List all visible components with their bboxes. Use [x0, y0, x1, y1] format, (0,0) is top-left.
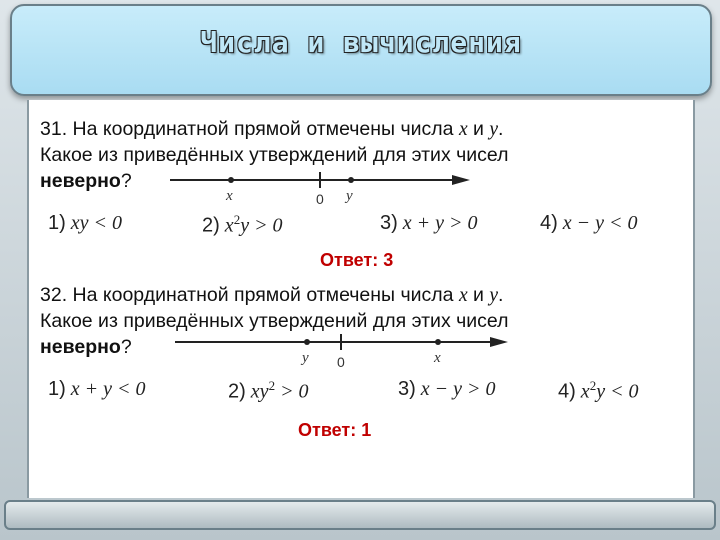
problem-31-stem-line3	[40, 170, 132, 193]
axis-arrow	[452, 175, 470, 185]
stem-text: и	[467, 118, 490, 140]
option-number: 1)	[48, 378, 66, 400]
var-x: x	[458, 119, 468, 140]
stem-emphasis: неверно	[40, 336, 121, 358]
axis-arrow	[490, 337, 508, 347]
problem-32-stem-line3	[40, 336, 132, 359]
option-exponent: 2	[233, 212, 241, 227]
option-number: 4)	[540, 212, 558, 234]
option-number: 4)	[558, 380, 576, 403]
problem-31-stem-line2: Какое из приведённых утверждений для этих чисел	[40, 144, 509, 166]
option-expression: x	[580, 380, 590, 403]
option-32-1	[48, 378, 146, 401]
option-32-4	[558, 378, 639, 404]
option-expression: xy	[250, 380, 269, 403]
stem-text: ?	[120, 170, 132, 192]
label-zero: 0	[337, 354, 345, 370]
label-x: x	[226, 188, 233, 204]
option-31-2	[202, 212, 283, 238]
option-expression: > 0	[275, 380, 309, 403]
point-y	[348, 177, 354, 183]
problem-31-stem-line1	[40, 118, 503, 141]
slide-title: Числа и вычисления	[200, 26, 522, 59]
stem-text: .	[497, 284, 504, 306]
point-y	[304, 339, 310, 345]
stem-text: .	[497, 118, 504, 140]
problem-32-stem-line1	[40, 284, 503, 307]
number-line-32	[175, 330, 510, 372]
stem-text: 32. На координатной прямой отмечены числа	[40, 284, 459, 306]
option-expression: y > 0	[240, 214, 283, 237]
var-y: y	[489, 119, 498, 140]
option-expression: x + y < 0	[70, 378, 146, 400]
label-x: x	[434, 350, 441, 366]
stem-text: ?	[120, 336, 132, 358]
option-number: 3)	[398, 378, 416, 400]
label-zero: 0	[316, 191, 324, 207]
option-expression: x + y > 0	[402, 212, 478, 234]
option-31-4	[540, 212, 638, 235]
option-number: 2)	[228, 380, 246, 403]
var-x: x	[458, 285, 468, 306]
option-expression: xy < 0	[70, 212, 123, 234]
stem-emphasis: неверно	[40, 170, 121, 192]
option-exponent: 2	[589, 378, 597, 393]
option-31-3	[380, 212, 478, 235]
option-expression: x − y < 0	[562, 212, 638, 234]
option-number: 3)	[380, 212, 398, 234]
option-32-3	[398, 378, 496, 401]
option-expression: x − y > 0	[420, 378, 496, 400]
option-number: 1)	[48, 212, 66, 234]
point-x	[435, 339, 441, 345]
point-x	[228, 177, 234, 183]
bottom-bar	[4, 500, 716, 530]
option-expression: y < 0	[596, 380, 639, 403]
option-expression: x	[224, 214, 234, 237]
stem-text: и	[467, 284, 490, 306]
label-y: y	[302, 350, 309, 366]
problem-32-stem-line2: Какое из приведённых утверждений для этих чисел	[40, 310, 509, 332]
answer-32: Ответ: 1	[298, 420, 372, 440]
option-exponent: 2	[268, 378, 276, 393]
option-32-2	[228, 378, 309, 404]
answer-31: Ответ: 3	[320, 250, 394, 270]
stem-text: 31. На координатной прямой отмечены числа	[40, 118, 459, 140]
title-panel	[10, 4, 712, 96]
var-y: y	[489, 285, 498, 306]
label-y: y	[346, 188, 353, 204]
option-number: 2)	[202, 214, 220, 237]
option-31-1	[48, 212, 122, 235]
number-line-31	[170, 168, 470, 208]
